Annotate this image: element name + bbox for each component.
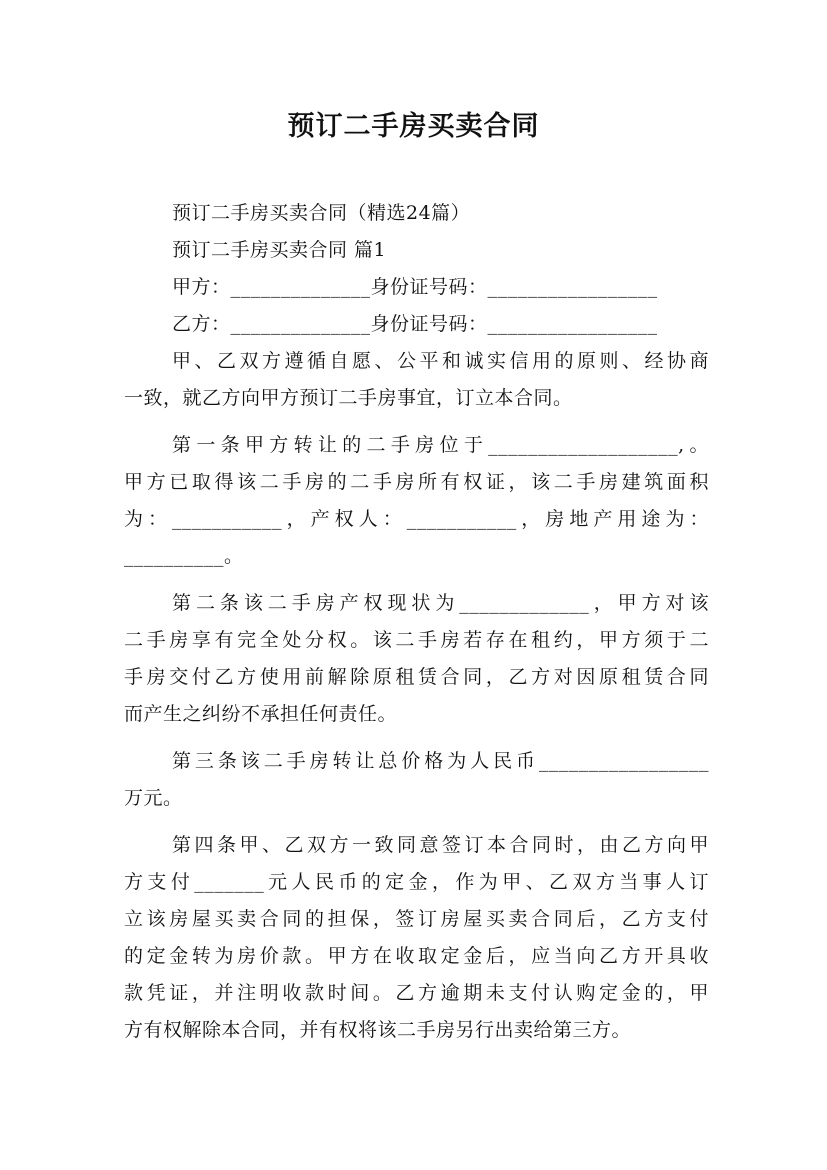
text-line: 的定金转为房价款。甲方在收取定金后，应当向乙方开具收	[124, 945, 709, 967]
text-line: 款凭证，并注明收款时间。乙方逾期未支付认购定金的，甲	[124, 982, 709, 1004]
text-line: 万元。	[124, 787, 183, 809]
text-line: 第三条该二手房转让总价格为人民币_________________	[172, 750, 709, 772]
paragraph-article-3	[124, 743, 709, 817]
subtitle-line: 预订二手房买卖合同（精选24篇）	[172, 202, 471, 224]
paragraph-preamble	[124, 343, 709, 417]
text-line: 手房交付乙方使用前解除原租赁合同，乙方对因原租赁合同	[124, 666, 709, 688]
text-line: 甲、乙双方遵循自愿、公平和诚实信用的原则、经协商	[172, 350, 709, 372]
text-line: 而产生之纠纷不承担任何责任。	[124, 703, 398, 725]
text-line: 二手房享有完全处分权。该二手房若存在租约，甲方须于二	[124, 629, 709, 651]
text-line: 方支付_______元人民币的定金，作为甲、乙双方当事人订	[124, 871, 709, 893]
paragraph-article-2	[124, 585, 709, 733]
party-a-line: 甲方：______________身份证号码：_________________	[172, 276, 658, 298]
text-line: 甲方已取得该二手房的二手房所有权证，该二手房建筑面积	[124, 471, 709, 493]
text-line: 一致，就乙方向甲方预订二手房事宜，订立本合同。	[124, 387, 573, 409]
text-line: 为：___________，产权人：___________，房地产用途为：	[124, 508, 709, 530]
text-line: __________。	[124, 545, 244, 567]
document-body	[124, 195, 709, 1049]
document-title: 预订二手房买卖合同	[287, 111, 540, 142]
text-line: 第四条甲、乙双方一致同意签订本合同时，由乙方向甲	[172, 834, 709, 856]
text-line: 立该房屋买卖合同的担保，签订房屋买卖合同后，乙方支付	[124, 908, 709, 930]
text-line: 第二条该二手房产权现状为_____________，甲方对该	[172, 592, 709, 614]
section-heading: 预订二手房买卖合同 篇1	[172, 239, 387, 261]
paragraph-article-1	[124, 427, 709, 575]
text-line: 第一条甲方转让的二手房位于___________________,。	[172, 434, 709, 456]
text-line: 方有权解除本合同，并有权将该二手房另行出卖给第三方。	[124, 1019, 632, 1041]
paragraph-article-4	[124, 827, 709, 1049]
party-b-line: 乙方：______________身份证号码：_________________	[172, 313, 658, 335]
